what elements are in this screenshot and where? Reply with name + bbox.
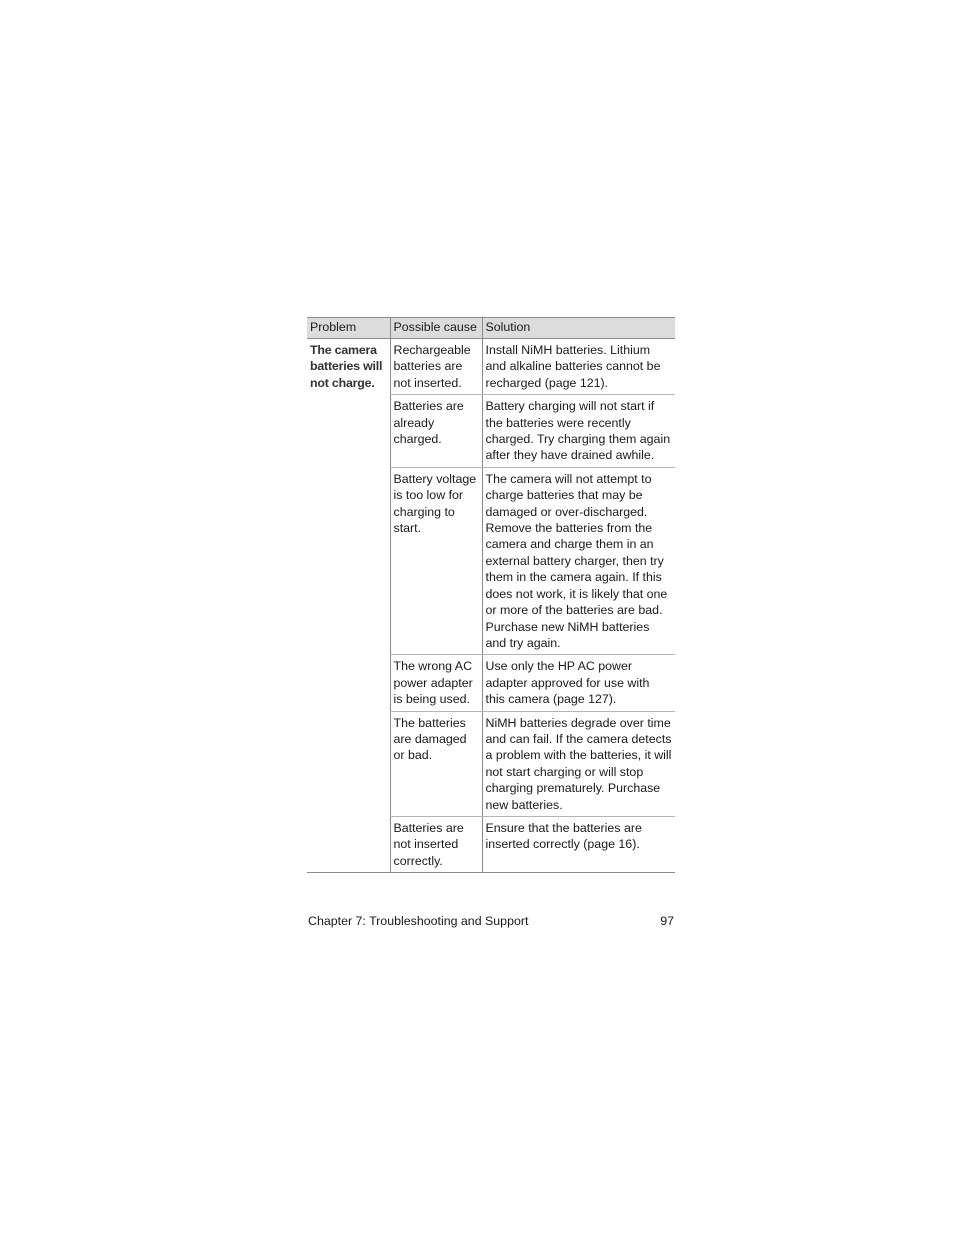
problem-cell: The camera batteries will not charge. bbox=[307, 339, 390, 873]
troubleshooting-table bbox=[307, 317, 675, 873]
cause-cell: Rechargeable batteries are not inserted. bbox=[390, 339, 482, 395]
header-possible-cause: Possible cause bbox=[390, 318, 482, 339]
page-footer bbox=[308, 914, 674, 928]
cause-cell: Batteries are not inserted correctly. bbox=[390, 816, 482, 872]
solution-cell: The camera will not attempt to charge batteries that may be damaged or over-discharged. Remove the batteries from the camera and charge them in an external battery charger, then try them in the camera again. If this does not work, it is likely that one or more of the batteries are bad. Purchase new NiMH batteries and try again. bbox=[482, 467, 675, 654]
header-solution: Solution bbox=[482, 318, 675, 339]
cause-cell: The batteries are damaged or bad. bbox=[390, 711, 482, 816]
page-number: 97 bbox=[660, 914, 674, 928]
solution-cell: Use only the HP AC power adapter approved for use with this camera (page 127). bbox=[482, 655, 675, 711]
cause-cell: The wrong AC power adapter is being used. bbox=[390, 655, 482, 711]
table-row bbox=[307, 339, 675, 395]
cause-cell: Batteries are already charged. bbox=[390, 395, 482, 468]
chapter-title: Chapter 7: Troubleshooting and Support bbox=[308, 914, 529, 928]
header-problem: Problem bbox=[307, 318, 390, 339]
solution-cell: Install NiMH batteries. Lithium and alkaline batteries cannot be recharged (page 121). bbox=[482, 339, 675, 395]
solution-cell: Battery charging will not start if the batteries were recently charged. Try charging them again after they have drained awhile. bbox=[482, 395, 675, 468]
solution-cell: Ensure that the batteries are inserted correctly (page 16). bbox=[482, 816, 675, 872]
solution-cell: NiMH batteries degrade over time and can fail. If the camera detects a problem with the batteries, it will not start charging or will stop charging prematurely. Purchase new batteries. bbox=[482, 711, 675, 816]
cause-cell: Battery voltage is too low for charging to start. bbox=[390, 467, 482, 654]
table-header-row bbox=[307, 318, 675, 339]
